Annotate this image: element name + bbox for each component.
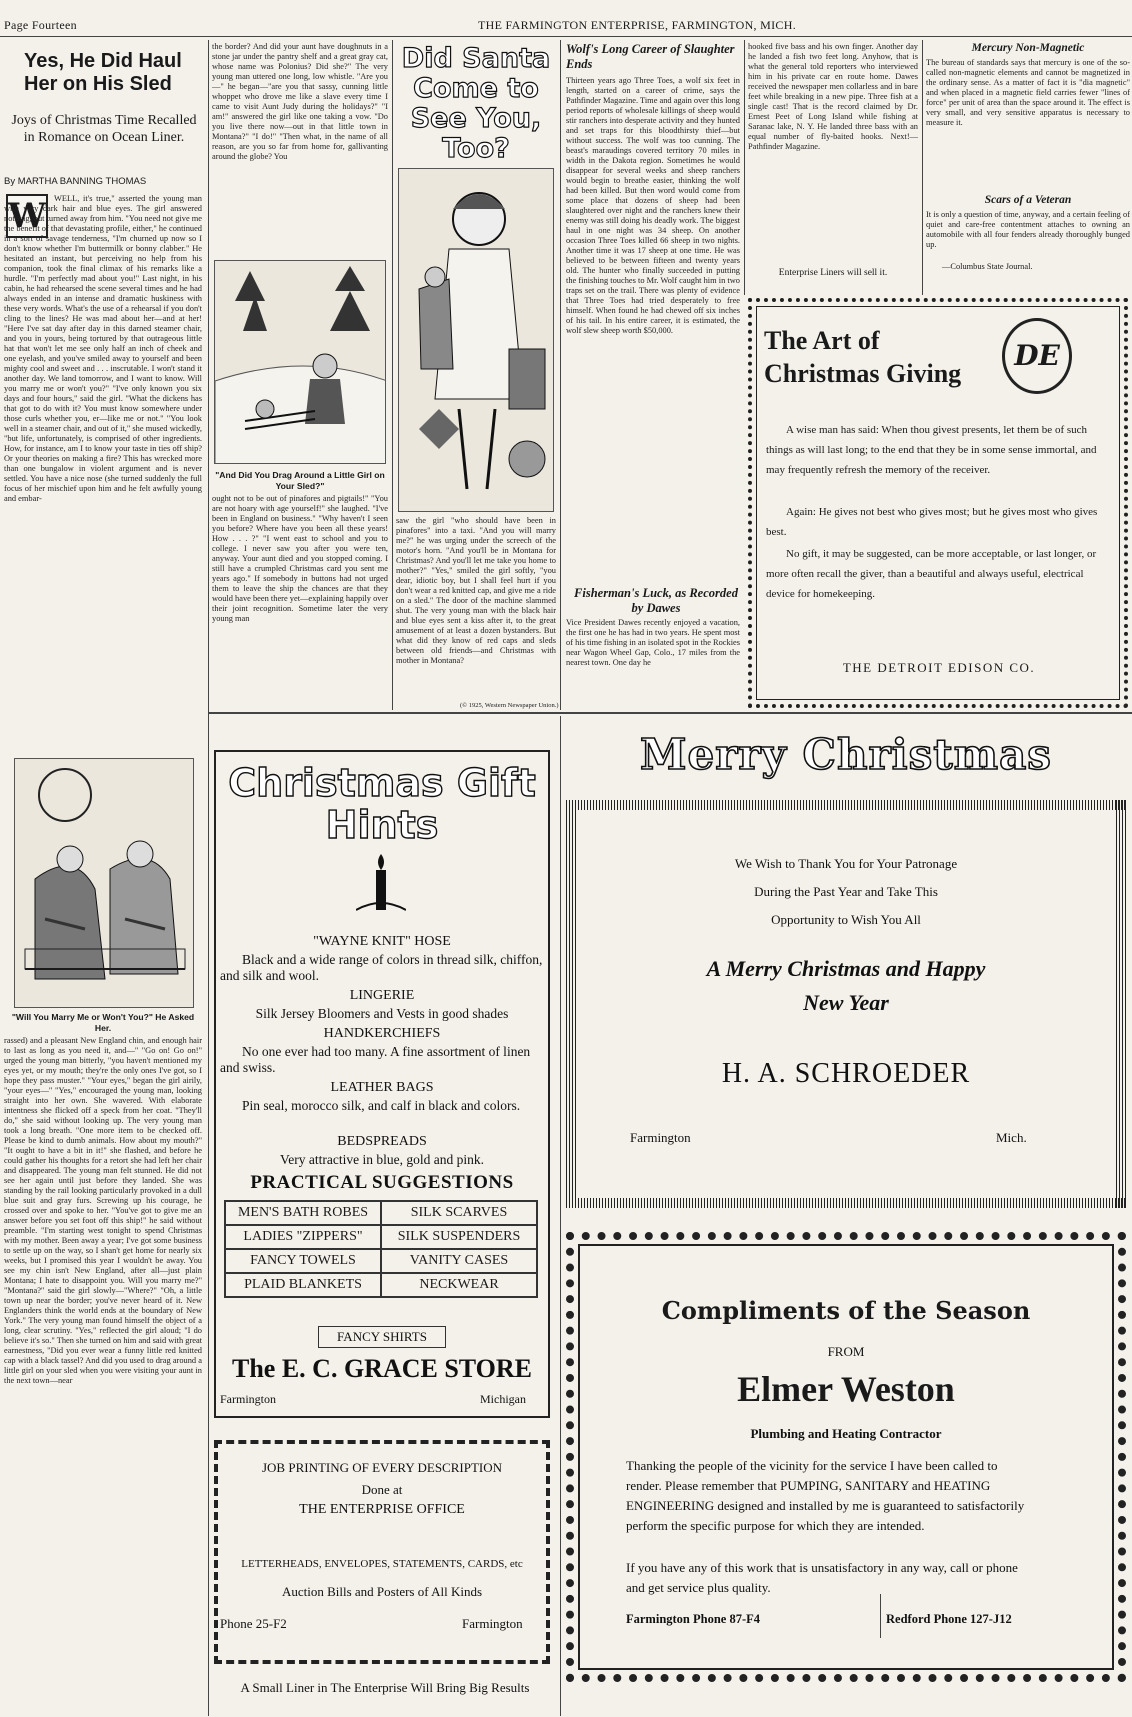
schroeder-line-3: Opportunity to Wish You All bbox=[771, 912, 921, 927]
veteran-credit: —Columbus State Journal. bbox=[942, 262, 1033, 271]
edison-title: The Art of Christmas Giving bbox=[764, 326, 962, 388]
enterprise-liners-note: Enterprise Liners will sell it. bbox=[778, 268, 888, 278]
edison-paragraph-3: No gift, it may be suggested, can be more acceptable, or last longer, or more often recall the giver, than a beautiful and always useful, electrical device for homekeeping. bbox=[766, 548, 1097, 600]
grace-suggestion: NECKWEAR bbox=[381, 1273, 537, 1297]
story-column-3: saw the girl "who should have been in pinafores" into a taxi. "And you will marry me?" he was urging under the screech of the motor's horn. "And you'll be in Montana for Christmas? And you'll let me take you home to mother?" "Yes," smiled the girl softly, "you dear, idiotic boy, but I shall feel hurt if you don't wear a red knitted cap, and give me a ride on a sled." The door of the machine slammed shut. The very young man with the black hair and blue eyes sent a kiss after it, to the great amusement of at least a dozen bystanders. But what did they know of red caps and sleds between old friends—and Christmas with mother in Montana? bbox=[396, 516, 556, 665]
edison-logo: DE bbox=[1002, 318, 1072, 394]
grace-state: Michigan bbox=[480, 1392, 526, 1406]
grace-suggestion: FANCY TOWELS bbox=[225, 1249, 381, 1273]
grace-item-5-heading: BEDSPREADS bbox=[337, 1134, 427, 1149]
story-subhead: Joys of Christmas Time Recalled in Romance on Ocean Liner. bbox=[11, 113, 197, 145]
illustration-girl-with-doll bbox=[398, 168, 554, 512]
illustration-sled bbox=[214, 260, 386, 464]
grace-suggestions-grid bbox=[224, 1200, 538, 1298]
weston-name: Elmer Weston bbox=[737, 1369, 955, 1409]
grace-item-3-heading: HANDKERCHIEFS bbox=[323, 1026, 441, 1041]
edison-signature: THE DETROIT EDISON CO. bbox=[842, 660, 1036, 675]
grace-practical-heading: PRACTICAL SUGGESTIONS bbox=[250, 1172, 514, 1193]
couple-on-deck-sketch bbox=[15, 759, 194, 1008]
grace-suggestion: PLAID BLANKETS bbox=[225, 1273, 381, 1297]
grace-suggestion: SILK SUSPENDERS bbox=[381, 1225, 537, 1249]
small-liner-slogan: A Small Liner in The Enterprise Will Bring Big Results bbox=[240, 1680, 530, 1695]
grace-item-1-desc: Black and a wide range of colors in thread silk, chiffon, and silk and wool. bbox=[220, 952, 543, 983]
schroeder-greeting-2: New Year bbox=[803, 990, 889, 1015]
grace-item-2-heading: LINGERIE bbox=[349, 988, 415, 1003]
schroeder-line-2: During the Past Year and Take This bbox=[754, 884, 938, 899]
veteran-headline: Scars of a Veteran bbox=[984, 194, 1072, 206]
weston-phone-redford: Redford Phone 127-J12 bbox=[886, 1612, 1012, 1626]
mercury-headline: Mercury Non-Magnetic bbox=[971, 42, 1085, 54]
story-column-2: the border? And did your aunt have doughnuts in a stone jar under the pantry shelf and a great gray cat, whose name was Polonius? Did she?" The very young man uttered one long, low whistle. "Are you—" he began—"are you that sassy, cunning little whoppet who drove me like a slave every time I came to visit Aunt Judy during the holidays?" "I am!" answered the girl like one taking a vow. "Do you live there now—out in that little town in Montana?" "I do!" "Then what, in the name of all reason, are you so far from home for, gallivanting around the globe? You bbox=[212, 42, 388, 161]
schroeder-greeting-1: A Merry Christmas and Happy bbox=[706, 956, 986, 981]
grace-suggestion: LADIES "ZIPPERS" bbox=[225, 1225, 381, 1249]
printing-line-3: THE ENTERPRISE OFFICE bbox=[299, 1502, 465, 1517]
story-headline: Yes, He Did Haul Her on His Sled bbox=[24, 50, 182, 95]
edison-paragraph-2: Again: He gives not best who gives most; but he gives most who gives best. bbox=[766, 506, 1098, 538]
weston-title: Compliments of the Season bbox=[661, 1296, 1031, 1325]
story-credit: (© 1925, Western Newspaper Union.) bbox=[460, 702, 559, 709]
grace-suggestion: MEN'S BATH ROBES bbox=[225, 1201, 381, 1225]
santa-title: Did Santa Come to See You, Too? bbox=[401, 43, 551, 164]
story-column-2b: ought not to be out of pinafores and pigtails!" "You are not hoary with age yourself!" she laughed. "I've been in England on business." "Why haven't I seen you before? Where have you been all these years! How . . . ?" "I went east to school and you to college. I never saw you after you were ten, anyway. Your aunt died and you stopped coming. I still have a crumpled Christmas card you sent me years ago." If somebody in buttons had not urged them to leave the ship the chances are that they would have been there yet—explaining happily over their joint recognition. Sometime later the very young man bbox=[212, 494, 388, 623]
weston-phone-farmington: Farmington Phone 87-F4 bbox=[626, 1612, 761, 1626]
printing-line-5: Auction Bills and Posters of All Kinds bbox=[281, 1584, 483, 1599]
schroeder-name: H. A. SCHROEDER bbox=[721, 1058, 971, 1089]
newspaper-masthead: THE FARMINGTON ENTERPRISE, FARMINGTON, MICH. bbox=[478, 18, 796, 32]
printing-phone: Phone 25-F2 bbox=[220, 1616, 287, 1631]
story-byline: By MARTHA BANNING THOMAS bbox=[4, 176, 147, 187]
illustration-caption-1: "Will You Marry Me or Won't You?" He Asked Her. bbox=[11, 1012, 195, 1033]
printing-town: Farmington bbox=[462, 1616, 523, 1631]
weston-body: Thanking the people of the vicinity for the service I have been called to render. Please remember that PUMPING, SANITARY and HEATING ENGINEERING designed and installed by me is guaranteed to satisfactorily perform the specific purpose for which they are intended. bbox=[626, 1458, 1025, 1533]
grace-item-5-desc: Very attractive in blue, gold and pink. bbox=[280, 1152, 484, 1167]
illustration-caption-2: "And Did You Drag Around a Little Girl on Your Sled?" bbox=[215, 470, 385, 491]
wolf-article: Thirteen years ago Three Toes, a wolf six feet in length, started on a career of crime, says the Pathfinder Magazine. Time and again over this long period reports of wholesale killings of sheep would stir ranchers into desperate activity and they hunted and set traps for this bloodthirsty thief—but without success. The wolf was too cunning. The beast's maraudings covered territory 70 miles in width in the Dakota region. Sometimes he would disappear for several weeks and sheep ranchers would begin to breathe easier, thinking the wolf had been killed. But then word would come from some place that dozens of sheep had been slaughtered over night and the ranchers knew their enemy was still doing his deadly work. The biggest haul in one night was 34 sheep. On another occasion Three Toes killed 66 sheep in two nights. Another time it was 17 sheep at one time. He was believed to be between fifteen and twenty years old. The hunter who finally succeeded in putting the finishing touches to Mr. Wolf caught him in two traps set on the trail. There was plenty of evidence that Three Toes had tried desperately to free himself. When found he had chewed off six inches of his tail. In his entire career, it is estimated, the wolf slew sheep worth $50,000. bbox=[566, 76, 740, 335]
printing-line-2: Done at bbox=[361, 1482, 403, 1497]
mercury-article: The bureau of standards says that mercury is one of the so-called non-magnetic elements and cannot be magnetized in the ordinary sense. As a matter of fact it is "dia magnetic" and when placed in a magnetic field carries fewer "lines of force" per unit of area than the space around it. The effect is very small, and very sensitive apparatus is necessary to measure it. bbox=[926, 58, 1130, 127]
weston-from: FROM bbox=[827, 1344, 865, 1359]
grace-item-1-heading: "WAYNE KNIT" HOSE bbox=[313, 934, 451, 949]
wolf-headline: Wolf's Long Career of Slaughter Ends bbox=[566, 42, 735, 71]
grace-store-name: The E. C. GRACE STORE bbox=[231, 1354, 533, 1383]
schroeder-border-top bbox=[566, 800, 1126, 810]
schroeder-border-bottom bbox=[566, 1198, 1126, 1208]
dawes-article-continued: hooked five bass and his own finger. Another day he landed a fish two feet long. Anyhow, that is what the general told reporters who interviewed him in his private car en route home. Dawes received the newspaper men collarless and in bare feet while breaking in a new pipe. Three fish at a single cast! That is the record claimed by Dr. Ernest Peet of Long Island while fishing at Saranac lake, N. Y. He landed three bass with an equal number of fly-baited hooks. Next!—Pathfinder Magazine. bbox=[748, 42, 918, 151]
veteran-article: It is only a question of time, anyway, and a certain feeling of quiet and care-free contentment attaches to owning an automobile with all four fenders already thoroughly bunged up. bbox=[926, 210, 1130, 249]
story-column-1b: rassed) and a pleasant New England chin, and enough hair to last as long as you need it, and—" "Go on! Go on!" urged the young man bitterly, "you haven't mentioned my eyes yet, or my mouth; they're the only ones I've got, so I hope they pass muster." "Your eyes," began the girl airily, "your eyes—" "Yes," encouraged the young man, looking straight into her own. She wavered. With elaborate intentness she flicked off a speck from her coat. "They'll do," she said without looking up. The very young man took a long breath. "One more item to be checked off. Please be kind to dumb animals. How about my mouth?" "It ought to have a bit in it!" she flashed, and before he could gather his thoughts for a retort she had left her chair and disappeared. The young man felt stunned. He did not see her again until just before they landed. She was standing by the rail looking particularly provoked in a dull blue suit and gray furs. Screwing up his courage, he crossed over and spoke to her. "You've got to give me an answer before you set foot off this ship!" he said without preamble. "I'm starting west tonight to spend Christmas with my mother. Been away a year; I've got some business to settle up on the way, so I shan't get home for nearly six weeks, but I promised this year I wouldn't be away. You see my chin isn't New England, after all—just plain Montana; I hate to disappoint you. Will you marry me?" "Montana?" said the girl slowly—"Where?" "Oh, a little town up near the border; you've never heard of it. New Englanders think the world ends at the boundary of New York." The very young man found himself the object of a long, clear scrutiny. "Yes," reflected the girl aloud; "I do believe it's so." Then she turned on him and said with great earnestness, "Did you ever wear a funny little red knitted cap with a black tassel? And did you used to drag around a little girl on your sled when you were visiting your aunt in the next town—near bbox=[4, 1036, 202, 1385]
story-column-1: WELL, it's true," asserted the young man with very dark hair and blue eyes. The girl answered nothing, but turned away from him. "You need not give me the benefit of that devastating profile, either," he continued in a sort of savage tenderness, "I'm churned up now so I don't know whether I'm buttermilk or bonny clabber." He hesitated an instant, but perceiving no help from his companion, took the final climax of his remarks like a hurdle. "I'm perfectly mad about you!" Last night, in his cabin, he had rehearsed the scene several times and he had always ended in an intense and dramatic huskiness with these very words. What's the use of a rehearsal if you don't cling to the lines? He was mad about her—and at her! "Here I've sat day after day in this darned steamer chair, and you in yours, being tortured by that outrageous little hat that won't let me see only half an inch of cheek and one eyelash, and you've smiled away to yourself and been mighty cool and sweet and . . . inscrutable. I won't stand it another day. We land tomorrow, and I want to know. Will you marry me or won't you?" "I've only known you six days and four hours," said the girl. "What the dickens has that got to do with it? You must know somewhere under those curls whether you, er—like me or not." "You look well in a steamer chair, and out of it," she mused wickedly, "but life, unfortunately, is comprised of other ingredients. How, for instance, am I to know your taste in ties off ship? Or your theories on making a fire? This has wrecked more than one bungalow in violent argument and is never settled. You have a nice nose (she turned suddenly the full focus of her mischief upon him and he felt awfully young and embar- bbox=[4, 194, 202, 503]
grace-town: Farmington bbox=[220, 1392, 276, 1406]
weston-trade: Plumbing and Heating Contractor bbox=[750, 1426, 942, 1441]
schroeder-border-right bbox=[1116, 800, 1126, 1208]
grace-suggestion: SILK SCARVES bbox=[381, 1201, 537, 1225]
child-on-sled-sketch bbox=[215, 261, 386, 464]
schroeder-border-left bbox=[566, 800, 576, 1208]
girl-with-toys-sketch bbox=[399, 169, 554, 512]
schroeder-town: Farmington bbox=[630, 1130, 691, 1145]
grace-item-2-desc: Silk Jersey Bloomers and Vests in good shades bbox=[255, 1006, 509, 1021]
printing-line-4: LETTERHEADS, ENVELOPES, STATEMENTS, CARDS, etc bbox=[241, 1558, 523, 1570]
dawes-headline: Fisherman's Luck, as Recorded by Dawes bbox=[574, 586, 738, 615]
grace-suggestion: VANITY CASES bbox=[381, 1249, 537, 1273]
schroeder-state: Mich. bbox=[996, 1130, 1027, 1145]
grace-item-4-desc: Pin seal, morocco silk, and calf in black and colors. bbox=[242, 1098, 521, 1113]
grace-item-4-heading: LEATHER BAGS bbox=[330, 1080, 434, 1095]
weston-body-2: If you have any of this work that is unsatisfactory in any way, call or phone and get service plus quality. bbox=[626, 1560, 1018, 1595]
illustration-steamer-chairs bbox=[14, 758, 194, 1008]
candle-icon bbox=[356, 850, 406, 920]
grace-title: Christmas Gift Hints bbox=[228, 761, 536, 847]
merry-christmas-title: Merry Christmas bbox=[640, 730, 1052, 779]
dawes-article: Vice President Dawes recently enjoyed a vacation, the first one he has had in two years. He spent most of his time fishing in an isolated spot in the Rockies near Wagon Wheel Gap, Colo., 17 miles from the nearest town. One day he bbox=[566, 618, 740, 667]
grace-suggestion-last: FANCY SHIRTS bbox=[318, 1326, 446, 1348]
grace-item-3-desc: No one ever had too many. A fine assortment of linen and swiss. bbox=[220, 1044, 531, 1075]
page-number: Page Fourteen bbox=[4, 18, 77, 32]
edison-paragraph-1: A wise man has said: When thou givest presents, let them be of such things as will last long; to the end that they be in some sense immortal, and may frequently refresh the memory of the receiver. bbox=[766, 424, 1097, 476]
schroeder-line-1: We Wish to Thank You for Your Patronage bbox=[734, 856, 958, 871]
drop-cap: W bbox=[8, 196, 47, 236]
printing-line-1: JOB PRINTING OF EVERY DESCRIPTION bbox=[261, 1460, 503, 1475]
